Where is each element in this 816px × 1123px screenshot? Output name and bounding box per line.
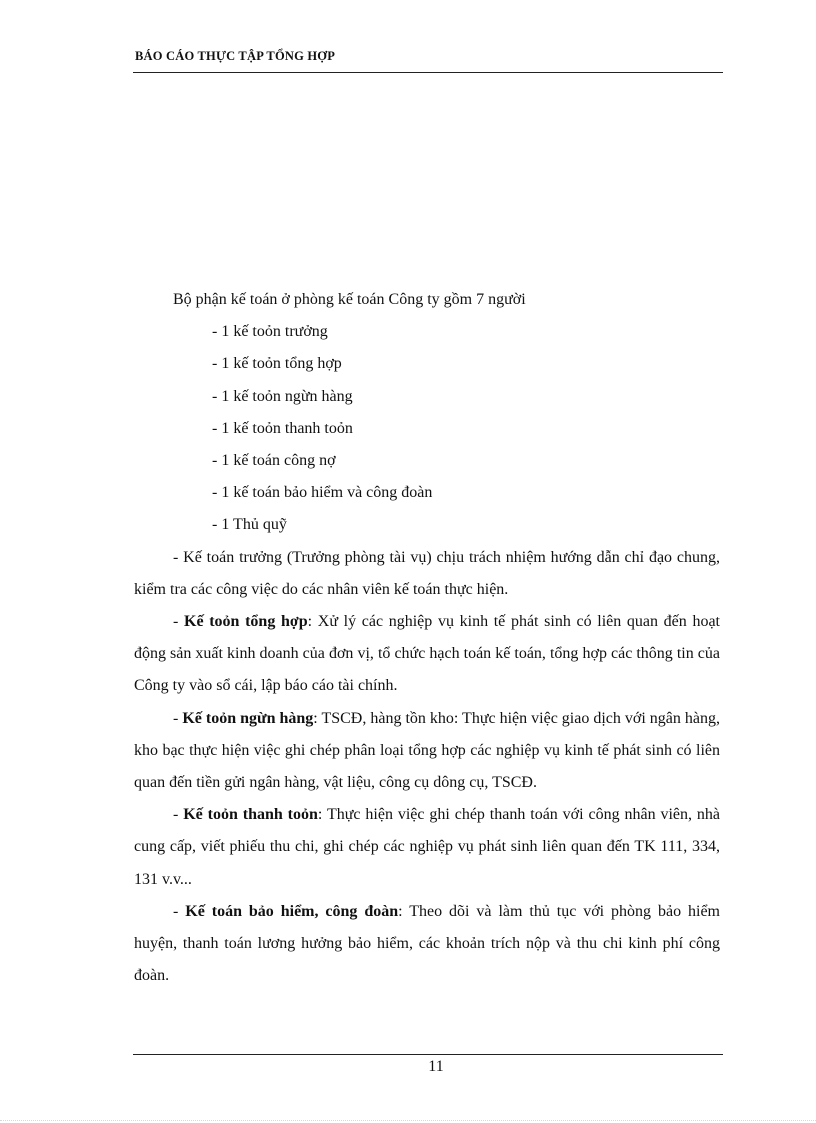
- intro-line: Bộ phận kế toán ở phòng kế toán Công ty gồm 7 người: [173, 291, 526, 308]
- document-body: [134, 284, 720, 992]
- paragraph-term: Kế toỏn tổng hợp: [184, 613, 308, 631]
- paragraph-text: : Thực hiện việc ghi chép thanh toán với công nhân viên, nhà cung cấp, viết phiếu thu chi, ghi chép các nghiệp vụ phát sinh liên quan đến TK 111, 334, 131 v.v...: [134, 806, 720, 888]
- paragraph-text: : Xử lý các nghiệp vụ kinh tế phát sinh có liên quan đến hoạt động sản xuất kinh doanh của đơn vị, tổ chức hạch toán kế toán, tổng hợp các thông tin của Công ty vào sổ cái, lập báo cáo tài chính.: [134, 613, 721, 695]
- header-rule: [133, 72, 723, 73]
- paragraph-text: : Theo dõi và làm thủ tục với phòng bảo hiểm huyện, thanh toán lương hưởng bảo hiểm, các khoản trích nộp và thu chi kinh phí công đoàn.: [134, 902, 721, 985]
- paragraph-prefix: -: [173, 806, 184, 824]
- paragraph-prefix: -: [173, 902, 186, 920]
- staff-list-item: - 1 kế toỏn trưởng: [212, 323, 328, 341]
- general-accountant-paragraph: [134, 606, 720, 703]
- staff-list-item: - 1 kế toỏn tổng hợp: [212, 355, 342, 373]
- page-number: 11: [428, 1058, 444, 1075]
- page-edge-divider: [0, 1120, 816, 1121]
- staff-list-item: - 1 kế toán bảo hiểm và công đoàn: [212, 484, 433, 502]
- paragraph-text: - Kế toán trưởng (Trưởng phòng tài vụ) chịu trách nhiệm hướng dẫn chỉ đạo chung, kiểm tra các công việc do các nhân viên kế toán thực hiện.: [134, 548, 720, 598]
- staff-list-item: - 1 kế toỏn thanh toỏn: [212, 419, 353, 437]
- paragraph-term: Kế toỏn ngừn hàng: [182, 709, 314, 727]
- insurance-accountant-paragraph: [134, 896, 720, 993]
- staff-list-item: - 1 kế toán công nợ: [212, 452, 336, 470]
- paragraph-prefix: -: [173, 613, 184, 631]
- payment-accountant-paragraph: [134, 799, 720, 896]
- bank-accountant-paragraph: [134, 703, 720, 800]
- paragraph-term: Kế toỏn thanh toỏn: [183, 806, 318, 824]
- paragraph-text: : TSCĐ, hàng tồn kho: Thực hiện việc giao dịch với ngân hàng, kho bạc thực hiện việc ghi chép phân loại tổng hợp các nghiệp vụ kinh tế phát sinh có liên quan đến tiền gửi ngân hàng, vật liệu, công cụ dông cụ, TSCĐ.: [134, 709, 720, 792]
- footer-rule: [133, 1054, 723, 1055]
- paragraph-term: Kế toán bảo hiểm, công đoàn: [185, 902, 399, 920]
- chief-accountant-paragraph: [134, 542, 720, 606]
- paragraph-prefix: -: [173, 709, 183, 727]
- staff-list-item: - 1 Thủ quỹ: [212, 516, 287, 534]
- page-header-title: BÁO CÁO THỰC TẬP TỔNG HỢP: [135, 49, 336, 63]
- staff-list-item: - 1 kế toỏn ngừn hàng: [212, 387, 353, 405]
